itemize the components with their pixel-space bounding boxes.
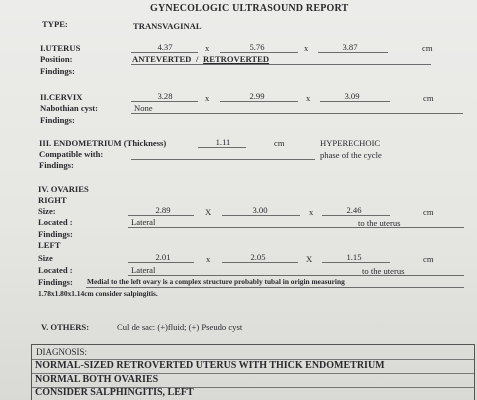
right-ovary-dim-2: 3.00 bbox=[252, 205, 268, 215]
cervix-x-2: x bbox=[306, 93, 311, 103]
diagnosis-line-1: NORMAL-SIZED RETROVERTED UTERUS WITH THICK ENDOMETRIUM bbox=[35, 360, 385, 371]
uterus-dim-2-line bbox=[220, 52, 298, 53]
uterus-dim-1: 4.37 bbox=[157, 42, 173, 52]
endometrium-echo: HYPERECHOIC bbox=[320, 138, 381, 148]
left-ovary-label: LEFT bbox=[38, 240, 61, 250]
endometrium-heading: III. ENDOMETRIUM (Thickness) bbox=[39, 138, 167, 148]
nabothian-label: Nabothian cyst: bbox=[40, 103, 99, 113]
right-to-uterus: to the uterus bbox=[358, 218, 401, 228]
cervix-x-1: x bbox=[205, 93, 210, 103]
left-ovary-dim-3-line bbox=[322, 262, 390, 263]
left-findings-text-1: Medial to the left ovary is a complex structure probably tubal in origin measuring bbox=[87, 277, 345, 286]
uterus-position-retroverted: RETROVERTED bbox=[203, 54, 270, 64]
uterus-position-anteverted: ANTEVERTED bbox=[132, 54, 192, 64]
left-ovary-dim-1: 2.01 bbox=[155, 252, 171, 262]
left-located-line bbox=[128, 275, 464, 276]
right-located-value: Lateral bbox=[131, 217, 156, 227]
cervix-unit: cm bbox=[423, 93, 434, 103]
right-findings-label: Findings: bbox=[38, 229, 73, 239]
left-ovary-x-2: X bbox=[306, 254, 313, 264]
left-located-value: Lateral bbox=[131, 265, 156, 275]
cervix-dim-1-line bbox=[131, 101, 198, 102]
right-ovary-dim-1-line bbox=[128, 215, 194, 216]
cervix-dim-2-line bbox=[220, 101, 298, 102]
left-ovary-dim-2-line bbox=[222, 262, 298, 263]
right-size-label: Size: bbox=[38, 206, 56, 216]
report-title: GYNECOLOGIC ULTRASOUND REPORT bbox=[150, 3, 349, 14]
cervix-dim-3: 3.09 bbox=[344, 91, 360, 101]
left-ovary-x-1: x bbox=[206, 254, 211, 264]
right-ovary-dim-3: 2.46 bbox=[346, 205, 362, 215]
others-value: Cul de sac: (+)fluid; (+) Pseudo cyst bbox=[117, 322, 243, 332]
uterus-heading: I.UTERUS bbox=[40, 43, 81, 53]
endometrium-thickness-line bbox=[198, 147, 246, 148]
right-ovary-dim-2-line bbox=[222, 215, 300, 216]
right-ovary-unit: cm bbox=[423, 207, 434, 217]
others-heading: V. OTHERS: bbox=[41, 322, 90, 332]
uterus-x-2: x bbox=[304, 43, 309, 53]
endometrium-unit: cm bbox=[274, 138, 285, 148]
cervix-dim-2: 2.99 bbox=[249, 91, 265, 101]
left-located-label: Located : bbox=[38, 265, 73, 275]
compatible-line bbox=[131, 159, 315, 160]
ovaries-heading: IV. OVARIES bbox=[38, 184, 89, 194]
left-findings-text-2: 1.78x1.80x1.14cm consider salpingitis. bbox=[38, 289, 158, 298]
diagnosis-line-3: CONSIDER SALPHINGITIS, LEFT bbox=[35, 387, 194, 398]
cervix-dim-1: 3.28 bbox=[157, 91, 173, 101]
diagnosis-line-2: NORMAL BOTH OVARIES bbox=[35, 374, 159, 385]
left-ovary-dim-1-line bbox=[128, 262, 194, 263]
uterus-dim-2: 5.76 bbox=[249, 42, 265, 52]
left-findings-line bbox=[86, 287, 464, 288]
right-ovary-x-2: x bbox=[309, 207, 314, 217]
endometrium-findings-label: Findings: bbox=[39, 160, 74, 170]
left-to-uterus: to the uterus bbox=[362, 266, 405, 276]
uterus-dim-3: 3.87 bbox=[342, 42, 358, 52]
cervix-dim-3-line bbox=[320, 101, 390, 102]
right-ovary-label: RIGHT bbox=[38, 195, 67, 205]
uterus-dim-3-line bbox=[318, 52, 388, 53]
right-ovary-dim-1: 2.89 bbox=[155, 205, 171, 215]
endometrium-thickness-value: 1.11 bbox=[215, 137, 231, 147]
type-label: TYPE: bbox=[42, 19, 68, 29]
cervix-heading: II.CERVIX bbox=[40, 92, 83, 102]
uterus-position-line bbox=[131, 64, 431, 65]
right-ovary-dim-3-line bbox=[322, 215, 390, 216]
cervix-findings-label: Findings: bbox=[40, 115, 75, 125]
right-located-label: Located : bbox=[38, 217, 73, 227]
uterus-dim-1-line bbox=[131, 52, 198, 53]
nabothian-line bbox=[131, 113, 463, 114]
uterus-position-separator: / bbox=[196, 54, 199, 64]
uterus-unit: cm bbox=[422, 43, 433, 53]
type-value: TRANSVAGINAL bbox=[133, 21, 202, 31]
left-findings-label: Findings: bbox=[38, 277, 73, 287]
diagnosis-label: DIAGNOSIS: bbox=[36, 347, 88, 357]
left-ovary-dim-3: 1.15 bbox=[346, 252, 362, 262]
nabothian-value: None bbox=[134, 103, 153, 113]
phase-of-cycle: phase of the cycle bbox=[320, 150, 382, 160]
uterus-position-label: Position: bbox=[40, 54, 73, 64]
uterus-findings-label: Findings: bbox=[40, 66, 75, 76]
left-ovary-unit: cm bbox=[423, 254, 434, 264]
right-located-line bbox=[128, 227, 464, 228]
left-size-label: Size bbox=[38, 253, 53, 263]
uterus-x-1: x bbox=[205, 43, 210, 53]
compatible-label: Compatible with: bbox=[39, 149, 104, 159]
right-ovary-x-1: X bbox=[205, 207, 212, 217]
left-ovary-dim-2: 2.05 bbox=[250, 252, 266, 262]
